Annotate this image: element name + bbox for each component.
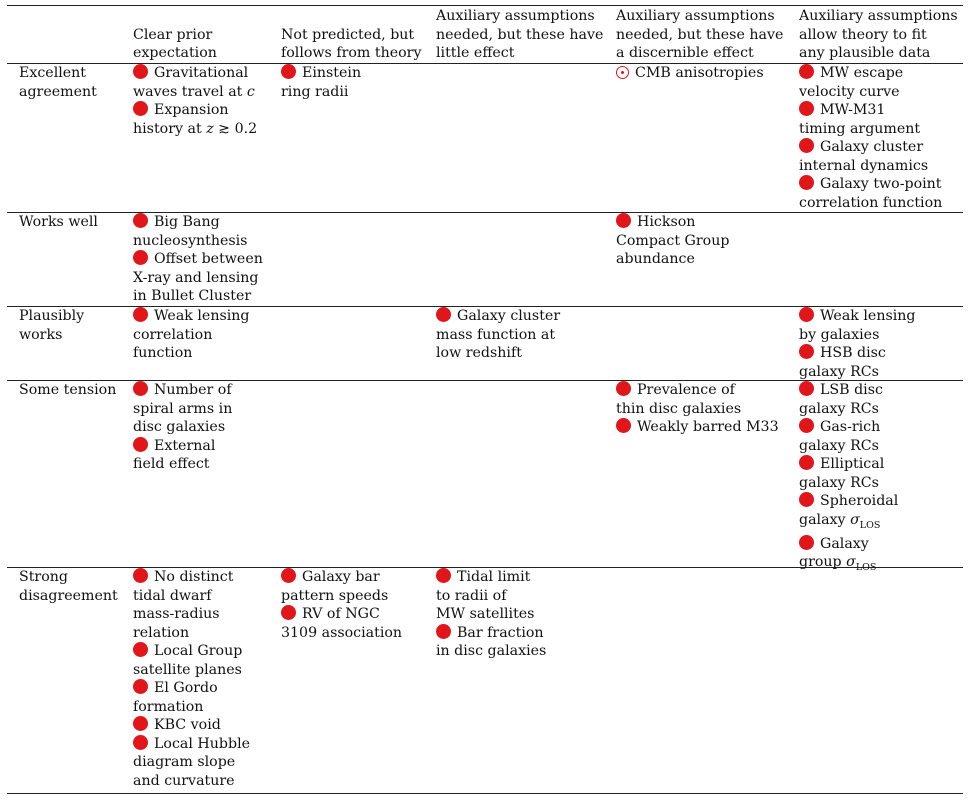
item-text: Einstein	[281, 64, 361, 83]
column-header-line: little effect	[436, 45, 515, 61]
item-text: galaxy RCs	[799, 437, 879, 454]
item-text: RV of NGC	[281, 605, 402, 624]
list-item	[616, 213, 729, 269]
table-cell	[436, 307, 560, 363]
item-text: correlation	[133, 326, 213, 343]
item-text: history at z ≳ 0.2	[133, 120, 258, 137]
item-text: Galaxy cluster	[436, 307, 560, 326]
item-text: 3109 association	[281, 624, 403, 641]
list-item	[799, 535, 898, 578]
filled-circle-marker-icon	[799, 175, 814, 190]
table-cell	[133, 568, 250, 790]
item-text: pattern speeds	[281, 587, 389, 604]
list-item	[133, 735, 250, 791]
table-cell	[133, 213, 263, 306]
filled-circle-marker-icon	[799, 381, 814, 396]
table-cell	[133, 307, 250, 363]
filled-circle-marker-icon	[281, 568, 296, 583]
list-item	[799, 418, 898, 455]
filled-circle-marker-icon	[799, 344, 814, 359]
list-item	[281, 64, 361, 101]
filled-circle-marker-icon	[133, 213, 148, 228]
table-cell	[799, 307, 916, 381]
filled-circle-marker-icon	[436, 624, 451, 639]
list-item	[436, 624, 546, 661]
column-header-line: Not predicted, but	[281, 26, 415, 43]
item-text: to radii of	[436, 587, 507, 604]
item-text: MW satellites	[436, 606, 535, 622]
filled-circle-marker-icon	[133, 568, 148, 583]
column-header-line: expectation	[133, 45, 217, 61]
item-text: Local Hubble	[133, 735, 250, 754]
item-text: Number of	[133, 381, 232, 400]
list-item	[799, 138, 942, 175]
item-text: in disc galaxies	[436, 643, 547, 659]
list-item	[133, 250, 263, 306]
filled-circle-marker-icon	[281, 605, 296, 620]
item-text: velocity curve	[799, 83, 900, 100]
item-text: Expansion	[133, 101, 257, 120]
item-text: relation	[133, 624, 190, 641]
list-item	[799, 307, 916, 344]
table-cell	[799, 381, 898, 578]
item-text: Gravitational	[133, 64, 257, 83]
filled-circle-marker-icon	[799, 455, 814, 470]
item-text: nucleosynthesis	[133, 232, 248, 249]
column-header-line: needed, but these have	[436, 26, 604, 43]
filled-circle-marker-icon	[436, 307, 451, 322]
item-text: galaxy RCs	[799, 363, 879, 380]
row-label-line: agreement	[19, 83, 97, 100]
table-cell	[133, 64, 257, 138]
row-label-line: works	[19, 326, 63, 343]
item-text: External	[133, 437, 232, 456]
table-cell	[436, 568, 546, 661]
filled-circle-marker-icon	[133, 437, 148, 452]
item-text: MW escape	[799, 64, 942, 83]
list-item	[133, 437, 232, 474]
list-item	[799, 344, 916, 381]
item-text: Offset between	[133, 250, 263, 269]
item-text: Hickson	[616, 213, 729, 232]
item-text: X-ray and lensing	[133, 269, 259, 286]
item-text: and curvature	[133, 772, 235, 789]
item-text: low redshift	[436, 345, 522, 361]
filled-circle-marker-icon	[799, 418, 814, 433]
filled-circle-marker-icon	[799, 492, 814, 507]
item-text: timing argument	[799, 120, 921, 137]
item-text: correlation function	[799, 194, 943, 211]
item-text: Bar fraction	[436, 624, 546, 643]
filled-circle-marker-icon	[133, 307, 148, 322]
item-text: group $\sigma_{LOS}$	[799, 554, 877, 574]
list-item	[436, 307, 560, 363]
list-item	[436, 568, 546, 624]
row-label-line: Plausibly	[19, 308, 85, 324]
list-item	[799, 381, 898, 418]
filled-circle-marker-icon	[799, 138, 814, 153]
filled-circle-marker-icon	[133, 64, 148, 79]
row-label	[19, 213, 98, 232]
column-header-line: Auxiliary assumptions	[436, 8, 595, 24]
filled-circle-marker-icon	[133, 735, 148, 750]
filled-circle-marker-icon	[133, 679, 148, 694]
item-text: formation	[133, 698, 204, 715]
filled-circle-marker-icon	[616, 213, 631, 228]
filled-circle-marker-icon	[133, 101, 148, 116]
list-item	[133, 642, 250, 679]
list-item	[281, 568, 402, 605]
item-text: Gas-rich	[799, 418, 898, 437]
column-header	[616, 7, 783, 63]
filled-circle-marker-icon	[436, 568, 451, 583]
item-text: LSB disc	[799, 381, 898, 400]
table-rule	[7, 793, 963, 794]
item-text: internal dynamics	[799, 157, 929, 174]
item-text: thin disc galaxies	[616, 400, 742, 417]
item-text: Big Bang	[133, 213, 263, 232]
item-text: spiral arms in	[133, 400, 233, 417]
column-header	[133, 7, 217, 63]
list-item	[133, 101, 257, 138]
item-text: tidal dwarf	[133, 587, 212, 604]
list-item	[133, 64, 257, 101]
list-item	[133, 716, 250, 735]
table-cell	[133, 381, 232, 474]
item-text: function	[133, 345, 193, 361]
item-text: Galaxy bar	[281, 568, 402, 587]
item-text: Compact Group	[616, 232, 730, 249]
item-text: galaxy RCs	[799, 400, 879, 417]
item-text: KBC void	[133, 716, 250, 735]
item-text: Weak lensing	[133, 307, 250, 326]
table-cell	[281, 568, 402, 642]
column-header-line: Auxiliary assumptions	[799, 8, 958, 24]
filled-circle-marker-icon	[616, 418, 631, 433]
item-text: HSB disc	[799, 344, 916, 363]
table-cell	[616, 64, 764, 83]
list-item	[799, 64, 942, 101]
row-label-line: Some tension	[19, 382, 117, 398]
filled-circle-marker-icon	[799, 64, 814, 79]
item-text: Elliptical	[799, 455, 898, 474]
list-item	[799, 492, 898, 535]
column-header-line	[281, 7, 421, 26]
row-label	[19, 64, 97, 101]
item-text: Weak lensing	[799, 307, 916, 326]
item-text: CMB anisotropies	[616, 64, 764, 83]
column-header-line: allow theory to fit	[799, 26, 927, 43]
filled-circle-marker-icon	[133, 381, 148, 396]
filled-circle-marker-icon	[281, 64, 296, 79]
row-label-line: Works well	[19, 214, 98, 230]
item-text: disc galaxies	[133, 419, 226, 435]
item-text: waves travel at c	[133, 83, 255, 100]
table-cell	[616, 381, 779, 437]
item-text: galaxy RCs	[799, 474, 879, 491]
row-label	[19, 307, 84, 344]
list-item	[133, 213, 263, 250]
table-cell	[281, 64, 361, 101]
column-header-line	[133, 7, 217, 26]
column-header-line: a discernible effect	[616, 45, 754, 61]
item-text: by galaxies	[799, 326, 880, 343]
column-header	[799, 7, 958, 63]
list-item	[616, 418, 779, 437]
item-text: No distinct	[133, 568, 250, 587]
column-header-line: follows from theory	[281, 45, 422, 61]
list-item	[133, 679, 250, 716]
list-item	[281, 605, 402, 642]
filled-circle-marker-icon	[616, 381, 631, 396]
column-header-line: any plausible data	[799, 45, 931, 61]
table-cell	[799, 64, 942, 212]
column-header-line: needed, but these have	[616, 26, 784, 43]
table-cell	[616, 213, 729, 269]
item-text: Weakly barred M33	[616, 418, 779, 437]
item-text: Prevalence of	[616, 381, 779, 400]
row-label-line: Excellent	[19, 65, 87, 81]
column-header	[436, 7, 603, 63]
list-item	[799, 175, 942, 212]
filled-circle-marker-icon	[799, 101, 814, 116]
item-text: mass function at	[436, 326, 556, 343]
list-item	[799, 101, 942, 138]
item-text: MW-M31	[799, 101, 942, 120]
row-label-line: disagreement	[19, 587, 118, 604]
item-text: abundance	[616, 251, 695, 267]
item-text: Galaxy	[799, 535, 898, 554]
filled-circle-marker-icon	[799, 535, 814, 550]
row-label	[19, 381, 116, 400]
open-circle-marker-icon	[616, 66, 629, 79]
item-text: Galaxy two-point	[799, 175, 942, 194]
filled-circle-marker-icon	[133, 716, 148, 731]
list-item	[616, 64, 764, 83]
item-text: satellite planes	[133, 661, 242, 678]
list-item	[799, 455, 898, 492]
column-header-line: Clear prior	[133, 26, 213, 43]
row-label	[19, 568, 118, 605]
item-text: ring radii	[281, 83, 349, 100]
item-text: Galaxy cluster	[799, 138, 942, 157]
list-item	[133, 381, 232, 437]
item-text: field effect	[133, 456, 210, 472]
item-text: Local Group	[133, 642, 250, 661]
list-item	[133, 307, 250, 363]
item-text: El Gordo	[133, 679, 250, 698]
list-item	[616, 381, 779, 418]
filled-circle-marker-icon	[133, 250, 148, 265]
column-header-line: Auxiliary assumptions	[616, 8, 775, 24]
column-header	[281, 7, 421, 63]
list-item	[133, 568, 250, 642]
item-text: in Bullet Cluster	[133, 288, 252, 304]
item-text: diagram slope	[133, 754, 236, 770]
item-text: mass-radius	[133, 606, 220, 622]
filled-circle-marker-icon	[799, 307, 814, 322]
row-label-line: Strong	[19, 569, 68, 585]
item-text: Tidal limit	[436, 568, 546, 587]
item-text: Spheroidal	[799, 492, 898, 511]
filled-circle-marker-icon	[133, 642, 148, 657]
item-text: galaxy $\sigma_{LOS}$	[799, 511, 881, 531]
